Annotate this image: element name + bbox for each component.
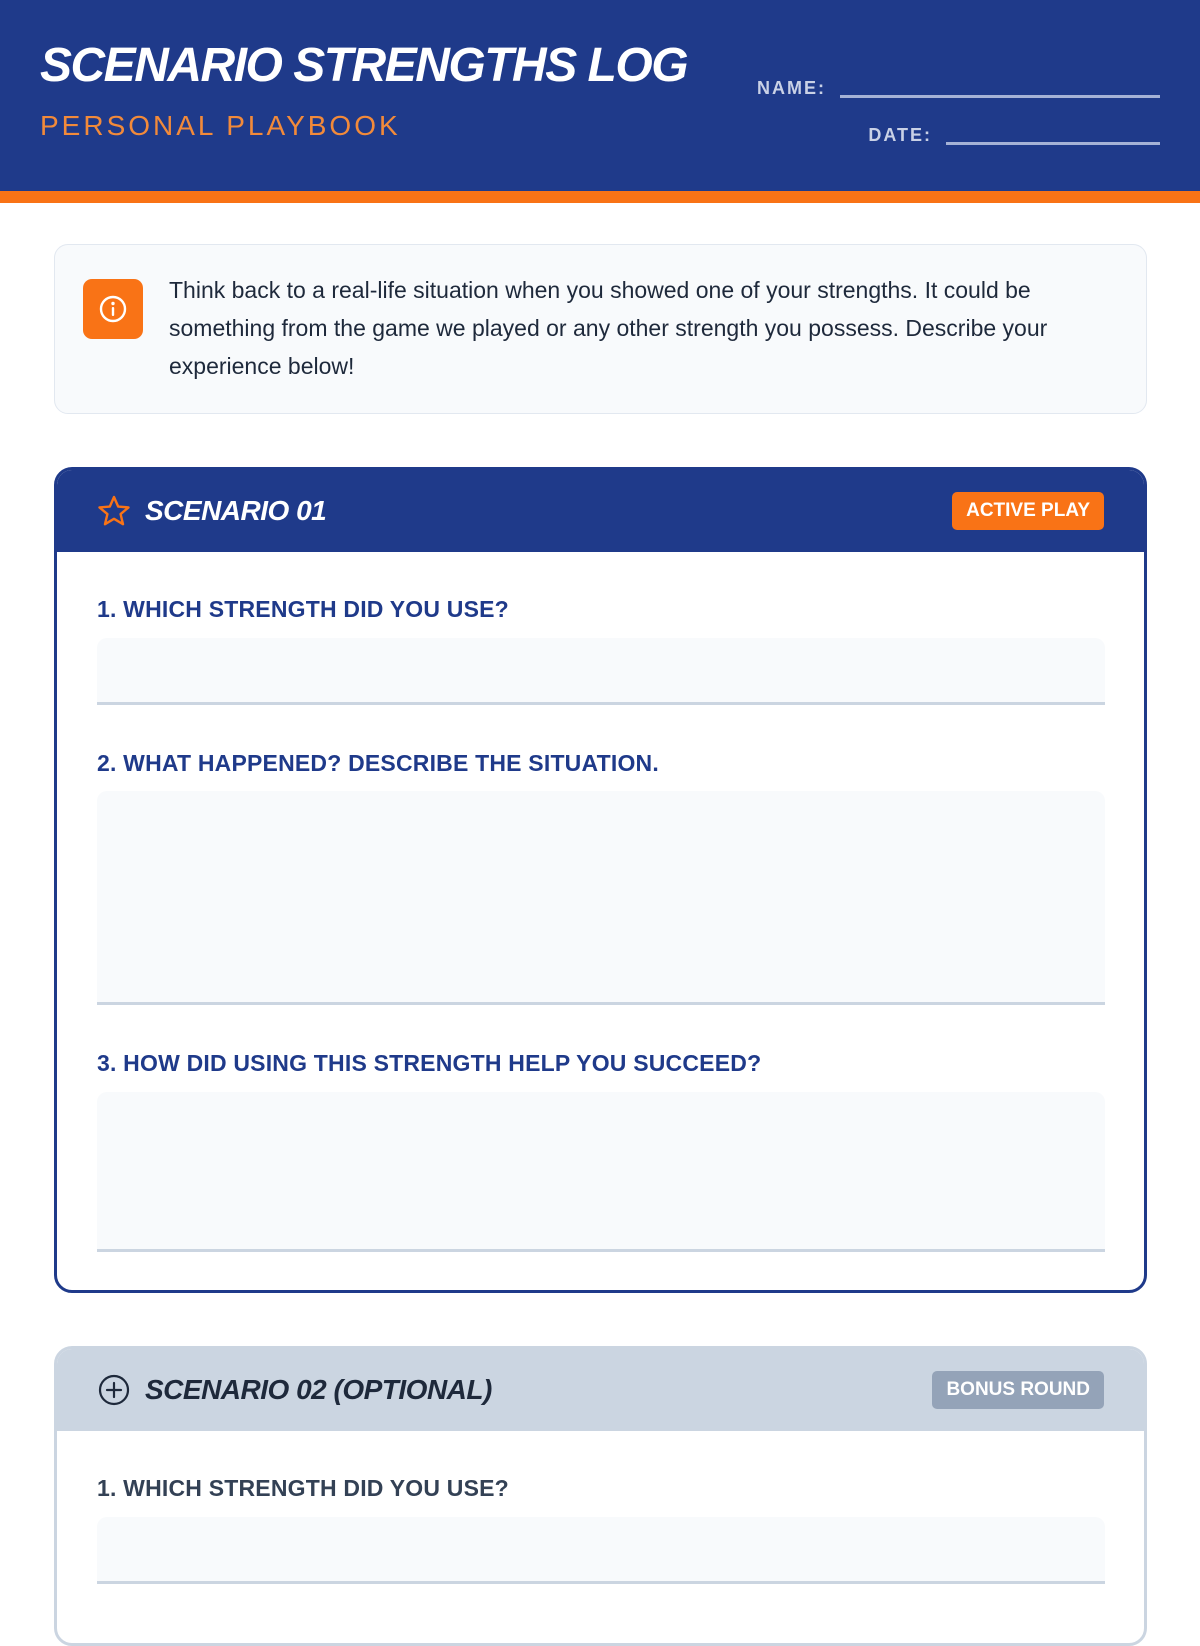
name-label: NAME: — [757, 78, 826, 98]
scenario-header — [57, 470, 1144, 552]
scenario-title: SCENARIO 02 (OPTIONAL) — [145, 1374, 492, 1405]
answer-field-success[interactable] — [97, 1092, 1105, 1252]
name-input-line[interactable] — [840, 70, 1160, 98]
star-icon — [97, 494, 131, 528]
status-badge: BONUS ROUND — [932, 1371, 1104, 1409]
info-icon — [83, 279, 143, 339]
question-label: 1. WHICH STRENGTH DID YOU USE? — [97, 596, 509, 622]
scenario-title: SCENARIO 01 — [145, 495, 327, 526]
name-field — [757, 70, 1160, 98]
plus-circle-icon[interactable] — [97, 1373, 131, 1407]
status-badge: ACTIVE PLAY — [952, 492, 1104, 530]
scenario-card-2 — [54, 1346, 1147, 1646]
scenario-card-1 — [54, 467, 1147, 1293]
instructions-box — [54, 244, 1147, 414]
answer-field-situation[interactable] — [97, 791, 1105, 1005]
page-subtitle: PERSONAL PLAYBOOK — [40, 110, 401, 141]
question-label: 3. HOW DID USING THIS STRENGTH HELP YOU SUCCEED? — [97, 1050, 762, 1076]
date-field — [868, 117, 1160, 145]
instructions-text: Think back to a real-life situation when you showed one of your strengths. It could be something from the game we played or any other strength you possess. Describe your experience below! — [169, 277, 1048, 379]
page-header — [0, 0, 1200, 203]
date-input-line[interactable] — [946, 117, 1160, 145]
answer-field-strength[interactable] — [97, 1517, 1105, 1584]
question-label: 1. WHICH STRENGTH DID YOU USE? — [97, 1475, 509, 1501]
answer-field-strength[interactable] — [97, 638, 1105, 705]
page-title: SCENARIO STRENGTHS LOG — [40, 39, 688, 92]
date-label: DATE: — [868, 125, 932, 145]
scenario-header[interactable] — [57, 1349, 1144, 1431]
question-label: 2. WHAT HAPPENED? DESCRIBE THE SITUATION. — [97, 750, 659, 776]
